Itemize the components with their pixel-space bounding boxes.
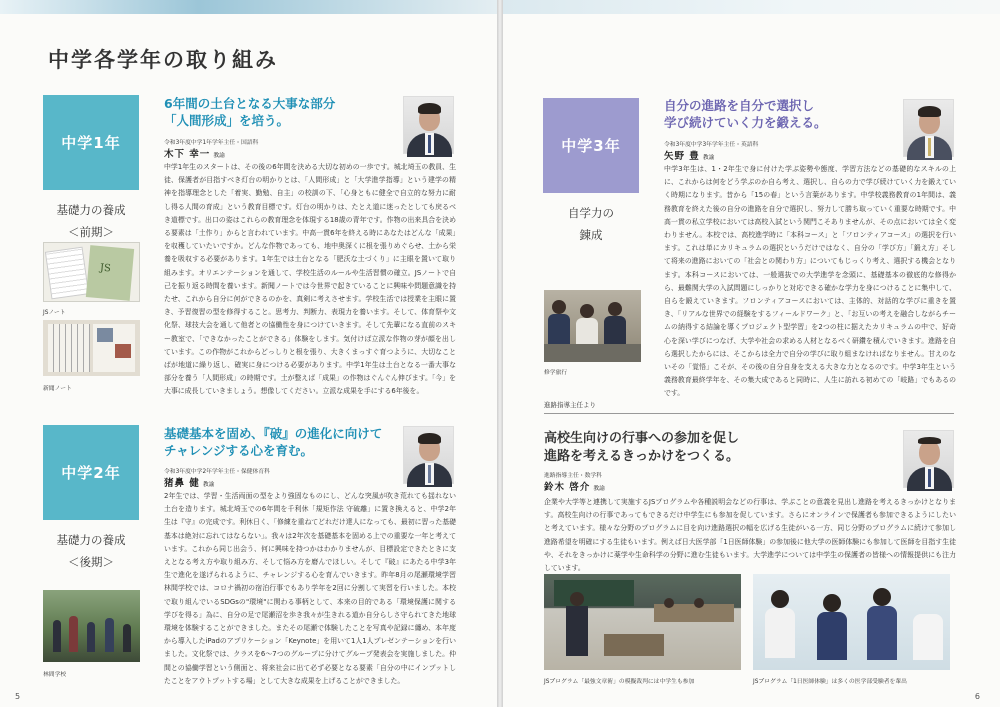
school-trip-caption: 修学旅行 (544, 370, 568, 376)
career-teacher-name: 鈴木 啓介 教諭 (544, 482, 605, 493)
doctor-experience-photo (753, 574, 950, 670)
grade2-stage (40, 529, 142, 573)
grade1-badge: 中学1年 (43, 95, 139, 190)
forest-school-photo (43, 590, 140, 662)
career-section-label: 進路指導主任より (544, 401, 596, 409)
grade3-stage-line1: 自学力の (568, 206, 614, 220)
right-header-band (503, 0, 1000, 14)
grade3-stage-line2: 錬成 (579, 228, 603, 242)
forest-school-caption: 林間学校 (43, 672, 67, 678)
page-number-left: 5 (15, 692, 21, 701)
grade3-body: 中学3年生は、1・2年生で身に付けた学ぶ姿勢や態度、学習方法などの基礎的なスキルの上に、これからは何をどう学ぶのか自ら考え、選択し、自らの力で学び続けていく力を鍛えていく時期になります。昔から「15の春」という言葉があります。中学校義務教育の1年間は、義務教育を終えた後の自分の進路を自分で選択し、努力して勝ち取っていく重要な時期です。中高一貫の私立学校においては高校入試という関門こそありませんが、その点においては全く変わりません。本校では、高校進学時に「本科コース」と「フロンティアコース」の選択を行います。これは単にカリキュラムの選択というだけではなく、自分の「学び方」「鍛え方」そして将来の進路においての「社会との関わり方」についてもじっくり考え、選択する機会となります。本科コースにおいては、一般選抜での大学進学を念頭に、基礎基本の徹底的な修得から、最難関大学の入試問題にしっかりと対応できる確かな学力を身につけることに集中して、自らを鍛えていきます。フロンティアコースにおいては、主体的、対話的な学びに重きを置き、「リアルな世界での経験をするフィールドワーク」と、「お互いの考えを融合しながらチームの納得する結論を導くプロジェクト型学習」を2つの柱に据えたカリキュラムの中で、好奇心を深い学びにつなげ、大学や社会の求める人材となるべく研鑽を積んでいきます。進路を自ら選択したからには、そこからは全力で自分の学びに取り組まなければなりません。甘えのないその「覚悟」こそが、その後の自分自身を支える大きな力となるのです。中学3年生という義務教育最終学年を、その集大成であると同時に、人生に訪れる初めての「岐路」でもあるのです。 (664, 165, 956, 398)
left-page (0, 0, 497, 707)
grade1-teacher-role: 令和3年度中学1年学年主任・国語科 (164, 140, 259, 146)
grade1-stage-title: 基礎力の養成 (56, 203, 126, 217)
grade3-headline-line2: 学び続けていく力を鍛える。 (664, 115, 827, 130)
grade3-teacher-name: 矢野 豊 教諭 (664, 151, 715, 162)
grade1-headline-line1: 6年間の土台となる大事な部分 (164, 96, 336, 111)
grade2-stage-period: ＜後期＞ (68, 555, 114, 569)
grade3-headline (664, 97, 894, 131)
grade3-badge: 中学3年 (543, 98, 639, 193)
doctor-experience-caption: JSプログラム「1日医師体験」は多くの医学部受験者を輩出 (753, 679, 907, 685)
career-teacher-role: 進路指導主任・数学科 (544, 473, 602, 479)
career-teacher-portrait (903, 430, 954, 488)
grade1-stage-period: ＜前期＞ (68, 225, 114, 239)
school-trip-photo (544, 290, 641, 362)
grade3-stage (540, 202, 642, 246)
career-body: 企業や大学等と連携して実施するJSプログラムや各種説明会などの行事は、学ぶことの意義を見出し進路を考えるきっかけとなります。高校生向けの行事であってもできるだけ中学生にも参加を促しています。さらにオンラインで保護者も参加できるようにしたいと考えています。様々な分野のプログラムに目を向け進路選択の幅を広げる生徒がいる一方、同じ分野のプログラムに続けて参加し進路希望を明確にする生徒もいます。例えば日大医学部「1日医師体験」の参加後に他大学の医師体験にも参加して医師を目指す生徒や、それをきっかけに薬学や生命科学の分野に進む生徒もいます。大学進学については中学生の保護者の皆様への情報提供にも注力しています。 (544, 498, 956, 573)
grade2-headline-line2: チャレンジする心を育む。 (164, 443, 314, 458)
grade3-teacher-role: 令和3年度中学3年学年主任・英語科 (664, 142, 759, 148)
mock-trial-photo (544, 574, 741, 670)
grade2-headline (164, 425, 404, 459)
grade2-teacher-portrait (403, 426, 454, 484)
career-section-divider (544, 413, 954, 414)
grade2-body: 2年生では、学習・生活両面の型をより強固なものにし、どんな突風が吹き荒れても揺れない土台を造ります。城北埼玉での6年間を千利休「規矩作法 守破離」に置き換えると、中学2年生は『守』の完成です。利休日く、「修練を重ねてどれだけ達人になっても、最初に習った基礎基本は絶対に忘れてはならない」。我々は2年次を基礎基本を固める上での重要な一年と考えています。これから同じ出会う、何に興味を持つかはわかりませんが、目標設定できたときに支えとなる考え方や取り組み方、そして悩み方を磨んでほしい。そして『破』にあたる中学3年生で進化を遂げられるように、チャレンジする心を育んでいきます。昨年8月の尾瀬環境学習林間学校では、コロナ禍初の宿泊行事でもあり学年を2回に分割して実習を行いました。本校で取り組んでいるSDGsの"環境"に関わる事柄として、本来の目的である「環境保護に関する学びを得る」為に、自分の足で尾瀬沼を歩き我々が生きれる道か自分らしさ守られてきた地球環境を体験することができました。またその尾瀬で体験したことを写真や記録に纏め、本年度から導入したiPadのアプリケーション「Keynote」を用いて1人1人プレゼンテーションを行いました。文化祭では、クラスを6～7つのグループに分けてグループ発表会を実施しました。仲間との協働学習という側面と、将来社会に出て必ず必要となる要素「自分の中にインプットしたことをアウトプットする場」として大きな成果を上げることができました。 (164, 492, 456, 685)
grade2-teacher-role: 令和3年度中学2年学年主任・保健体育科 (164, 469, 270, 475)
mock-trial-caption: JSプログラム「最強文章術」の模擬裁判には中学生も参加 (544, 679, 695, 685)
grade2-headline-line1: 基礎基本を固め、『破』の進化に向けて (164, 426, 383, 441)
page-title: 中学各学年の取り組み (48, 47, 278, 72)
grade1-stage (40, 199, 142, 243)
js-notebook-text: JS (99, 262, 112, 275)
grade1-body: 中学1年生のスタートは、その後の6年間を決める大切な初めの一歩です。城北埼玉の教員、生徒、保護者が目指すべき灯台の明かりとは、「人間形成」と「大学進学指導」という建学の精神を指導理念とした「着実、勤勉、自主」の校訓の下、「心身ともに健全で自立的な努力に耐し得る人間の育成」という教育目標です。灯台の明かりは、たとえ道に迷ったとしても戻るべき道標です。出口の姿はこれらの教育理念を体現する18歳の青年です。作物の出来具合を決める要素は「土作り」からと言われています。中高一貫6年を終える時にあなたはどんな「成果」を収穫していたいですか。どんな作物であっても、地中奥深くに根を張りめぐらせ、土から栄養を吸収する必要があります。1年生では土台となる「肥沃な土づくり」に主眼を置いて取り組みます。オリエンテーションを通して、学校生活のルールや生活習慣の確立。JSノートで自己を振り返る時間を養います。新聞ノートでは今世界で起きていることに興味や問題意識を持たせ、これから自分に何ができるのかを、真剣に考えさせます。学校生活では授業を主眼に置き、予習復習の型を修得すること。思考力、判断力、表現力を養います。そして、体育祭や文化祭、球技大会を通して他者との協働性を身につけていきます。そして先輩になる直前のスキー教室で、「できなかったことができる」体験をします。気付けば立派な作物の芽が顔を出しています。この作物がこれからどっしりと根を張り、大きくまっすぐ育つように、大切なことばが地道に繰り返し、確実に身につける必要があります。中学1年生は土台となる一番大事な部分を養う「人間形成」の時期です。土が整えば「成果」の作物はぐんぐん伸びます。「今」を大事に成長していきましょう。想像してください。立派な成果を手にする6年後を。 (164, 163, 456, 396)
grade1-teacher-portrait (403, 96, 454, 154)
grade3-teacher-portrait (903, 99, 954, 157)
left-header-band (0, 0, 497, 14)
career-headline-line2: 進路を考えるきっかけをつくる。 (544, 449, 740, 464)
grade3-headline-line1: 自分の進路を自分で選択し (664, 98, 815, 113)
grade2-badge: 中学2年 (43, 425, 139, 520)
newspaper-notebook-caption: 新聞ノート (43, 386, 72, 392)
js-notebook-caption: JSノート (43, 310, 66, 316)
grade2-stage-title: 基礎力の養成 (56, 533, 126, 547)
grade2-teacher-name: 猪鼻 健 教諭 (164, 478, 215, 489)
grade1-teacher-name: 木下 幸一 教諭 (164, 149, 225, 160)
grade1-headline-line2: 「人間形成」を培う。 (164, 113, 290, 128)
career-headline (544, 430, 874, 466)
js-notebook-photo (43, 242, 140, 302)
newspaper-notebook-photo (43, 320, 140, 376)
grade1-headline (164, 95, 394, 129)
career-headline-line1: 高校生向けの行事への参加を促し (544, 431, 740, 446)
page-number-right: 6 (974, 692, 980, 701)
